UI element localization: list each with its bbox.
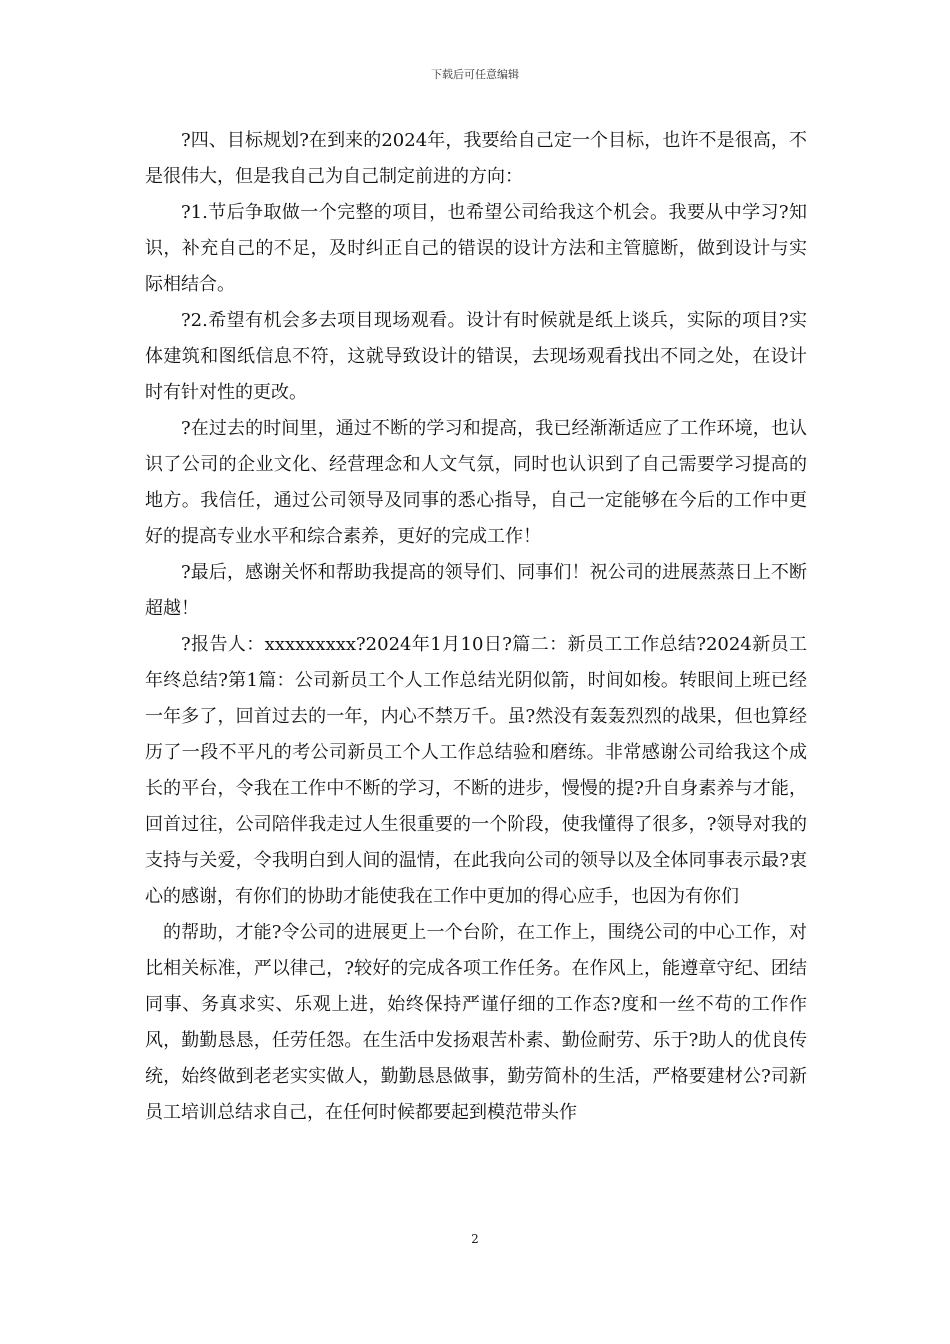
page-header: 下载后可任意编辑 [431, 68, 519, 81]
paragraph-thanks: ?最后，感谢关怀和帮助我提高的领导们、同事们！祝公司的进展蒸蒸日上不断超越！ [145, 562, 807, 619]
paragraph-goal-1: ?1.节后争取做一个完整的项目，也希望公司给我这个机会。我要从中学习?知识，补充自己的不足，及时纠正自己的错误的设计方法和主管臆断，做到设计与实际相结合。 [145, 202, 807, 295]
paragraph-reporter: ?报告人：xxxxxxxxx?2024年1月10日?篇二：新员工工作总结?2024新员工年终总结?第1篇：公司新员工个人工作总结光阴似箭，时间如梭。转眼间上班已经一年多了，回首过去的一年，内心不禁万千。虽?然没有轰轰烈烈的战果，但也算经历了一段不平凡的考公司新员工个人工作总结验和磨练。非常感谢公司给我这个成长的平台，令我在工作中不断的学习，不断的进步，慢慢的提?升自身素养与才能，回首过往，公司陪伴我走过人生很重要的一个阶段，使我懂得了很多，?领导对我的支持与关爱，令我明白到人间的温情，在此我向公司的领导以及全体同事表示最?衷心的感谢，有你们的协助才能使我在工作中更加的得心应手，也因为有你们 [145, 634, 807, 907]
page-number: 2 [471, 1232, 479, 1246]
paragraph-continuation: 的帮助，才能?令公司的进展更上一个台阶，在工作上，围绕公司的中心工作，对比相关标准，严以律己，?较好的完成各项工作任务。在作风上，能遵章守纪、团结同事、务真求实、乐观上进，始终保持严谨仔细的工作态?度和一丝不苟的工作作风，勤勤恳恳，任劳任怨。在生活中发扬艰苦朴素、勤俭耐劳、乐于?助人的优良传统，始终做到老老实实做人，勤勤恳恳做事，勤劳简朴的生活，严格要建材公?司新员工培训总结求自己，在任何时候都要起到模范带头作 [145, 922, 807, 1123]
paragraph-goal-2: ?2.希望有机会多去项目现场观看。设计有时候就是纸上谈兵，实际的项目?实体建筑和图纸信息不符，这就导致设计的错误，去现场观看找出不同之处，在设计时有针对性的更改。 [145, 310, 807, 403]
paragraph-goal-plan: ?四、目标规划?在到来的2024年，我要给自己定一个目标，也许不是很高，不是很伟大，但是我自己为自己制定前进的方向： [145, 130, 807, 187]
document-body [145, 123, 807, 1131]
paragraph-reflection: ?在过去的时间里，通过不断的学习和提高，我已经渐渐适应了工作环境，也认识了公司的企业文化、经营理念和人文气氛，同时也认识到了自己需要学习提高的地方。我信任，通过公司领导及同事的悉心指导，自己一定能够在今后的工作中更好的提高专业水平和综合素养，更好的完成工作！ [145, 418, 807, 547]
